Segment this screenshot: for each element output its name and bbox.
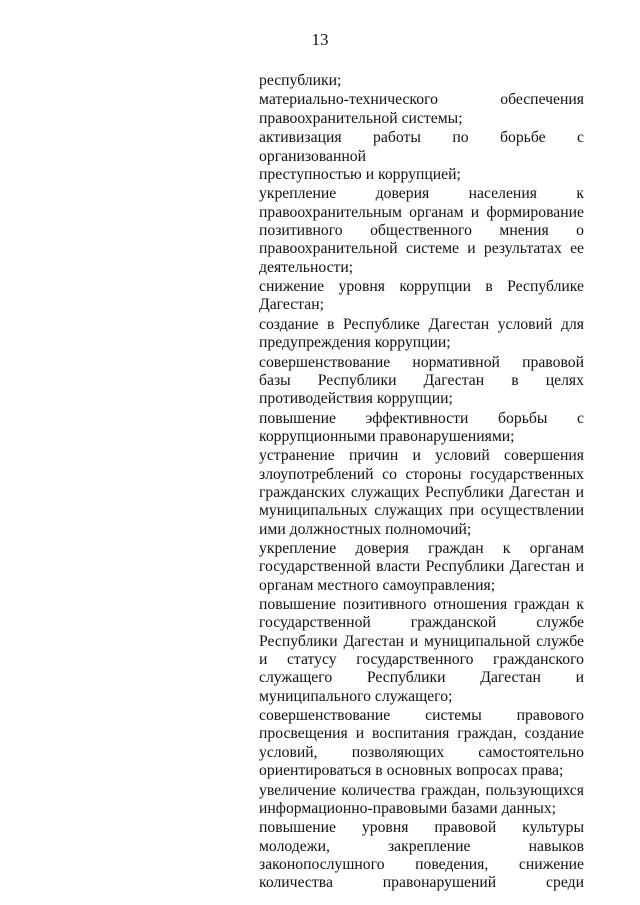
page-number: 13 — [311, 30, 329, 49]
text-line: органам местного самоуправления; — [259, 576, 496, 594]
text-line: базы Республики Дагестан в целях — [259, 371, 584, 389]
text-line: правоохранительной системе и результатах ее — [259, 240, 584, 258]
text-line: муниципального служащего; — [259, 687, 453, 705]
text-line: ими должностных полномочий; — [259, 520, 472, 538]
list-item — [259, 782, 584, 819]
text-line: Дагестан; — [259, 296, 324, 314]
list-item — [259, 91, 584, 128]
list-item — [259, 447, 584, 538]
text-line: условий, позволяющих самостоятельно — [259, 743, 584, 761]
text-line: повышение эффективности борьбы с — [259, 409, 584, 427]
text-line: устранение причин и условий совершения — [259, 447, 584, 465]
text-line: Республики Дагестан и муниципальной службе — [259, 632, 584, 650]
text-line: предупреждения коррупции; — [259, 334, 451, 352]
text-line: активизация работы по борьбе с организованной — [259, 129, 584, 165]
list-item — [259, 185, 584, 276]
text-line: создание в Республике Дагестан условий для — [259, 315, 584, 333]
text-line: республики; — [259, 72, 342, 89]
text-line: гражданских служащих Республики Дагестан и — [259, 484, 584, 502]
text-line: злоупотреблений со стороны государственных — [259, 465, 584, 483]
list-item — [259, 540, 584, 595]
list-item — [259, 316, 584, 353]
text-line: просвещения и воспитания граждан, создание — [259, 725, 584, 743]
text-line: государственной власти Республики Дагестан и — [259, 558, 584, 576]
text-line: совершенствование нормативной правовой — [259, 353, 584, 371]
text-line: деятельности; — [259, 258, 354, 276]
list-item — [259, 72, 584, 90]
text-line: правоохранительной системы; — [259, 109, 463, 127]
text-line: коррупционными правонарушениями; — [259, 427, 515, 445]
text-line: противодействия коррупции; — [259, 390, 453, 408]
text-line: совершенствование системы правового — [259, 707, 584, 725]
text-line: государственной гражданской службе — [259, 614, 584, 632]
text-line: правоохранительным органам и формирование — [259, 203, 584, 221]
list-item — [259, 596, 584, 706]
list-item — [259, 278, 584, 315]
list-item — [259, 410, 584, 447]
text-line: повышение уровня правовой культуры — [259, 819, 584, 837]
document-body — [259, 72, 584, 894]
text-line: и статусу государственного гражданского — [259, 651, 584, 669]
list-item — [259, 354, 584, 409]
text-line: информационно-правовыми базами данных; — [259, 799, 557, 817]
text-line: позитивного общественного мнения о — [259, 221, 584, 239]
text-line: повышение позитивного отношения граждан к — [259, 596, 584, 614]
text-line: молодежи, закрепление навыков — [259, 837, 584, 855]
text-line: муниципальных служащих при осуществлении — [259, 502, 584, 520]
list-item — [259, 819, 584, 892]
text-line: количества правонарушений среди — [259, 874, 584, 892]
text-line: служащего Республики Дагестан и — [259, 669, 584, 687]
list-item — [259, 129, 584, 184]
text-line: законопослушного поведения, снижение — [259, 855, 584, 873]
text-line: укрепление доверия граждан к органам — [259, 540, 584, 558]
text-line: преступностью и коррупцией; — [259, 165, 461, 183]
text-line: увеличение количества граждан, пользующихся — [259, 781, 584, 799]
list-item — [259, 707, 584, 780]
text-line: укрепление доверия населения к — [259, 185, 584, 203]
text-line: снижение уровня коррупции в Республике — [259, 278, 584, 296]
text-line: ориентироваться в основных вопросах права; — [259, 762, 564, 780]
text-line: материально-технического обеспечения — [259, 91, 584, 109]
